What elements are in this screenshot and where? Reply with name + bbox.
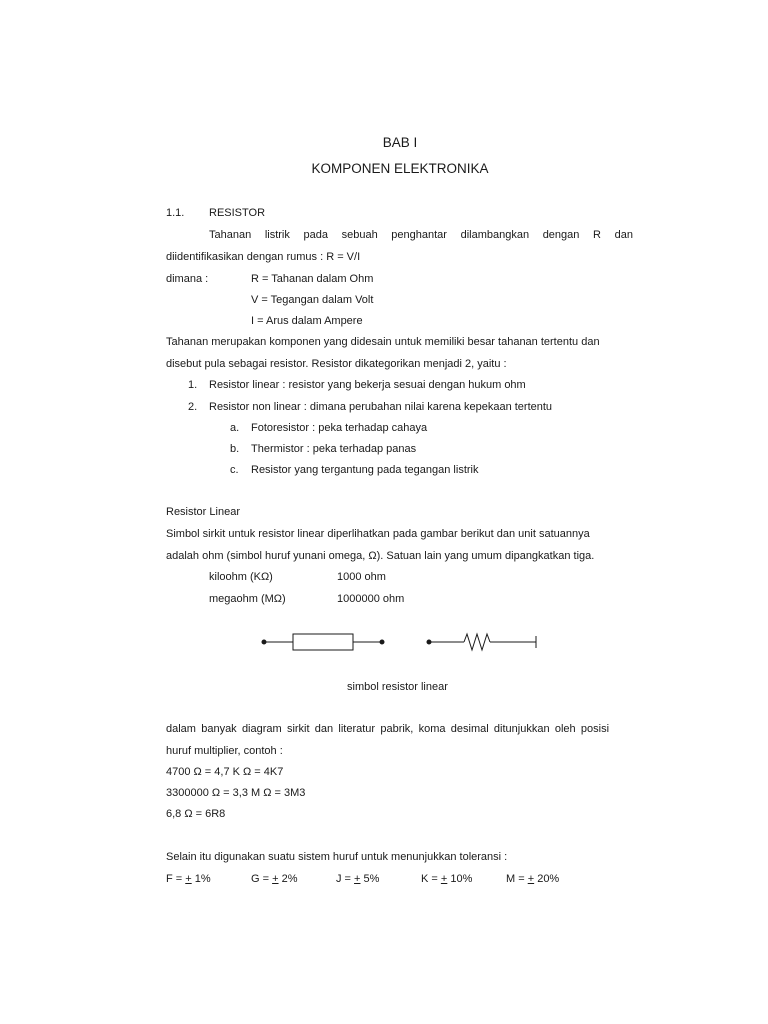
resistor-box-symbol (262, 634, 384, 650)
intro-word: listrik (264, 229, 290, 241)
section-title: RESISTOR (209, 207, 266, 219)
definition-item: I = Arus dalam Ampere (251, 315, 363, 327)
tolerance-value: 1% (191, 873, 211, 885)
sublist-letter: a. (230, 422, 240, 434)
paragraph-line: huruf multiplier, contoh : (166, 745, 283, 757)
paragraph-line: adalah ohm (simbol huruf yunani omega, Ω). Satuan lain yang umum dipangkatkan tiga. (166, 550, 595, 562)
example-line: 3300000 Ω = 3,3 M Ω = 3M3 (166, 787, 306, 799)
sublist-item: Thermistor : peka terhadap panas (251, 443, 417, 455)
intro-word: R (593, 229, 601, 241)
paragraph-line-justified (166, 723, 633, 735)
example-line: 6,8 Ω = 6R8 (166, 808, 226, 820)
sublist-item: Fotoresistor : peka terhadap cahaya (251, 422, 428, 434)
tolerance-item (166, 873, 211, 885)
formula-line: diidentifikasikan dengan rumus : R = V/I (166, 251, 361, 263)
intro-word: dengan (542, 229, 580, 241)
definition-item: R = Tahanan dalam Ohm (251, 273, 374, 285)
unit-name: megaohm (MΩ) (209, 593, 286, 605)
tolerance-item (506, 873, 559, 885)
tolerance-value: 10% (447, 873, 473, 885)
sublist-letter: b. (230, 443, 240, 455)
tolerance-value: 20% (534, 873, 560, 885)
sublist-item: Resistor yang tergantung pada tegangan listrik (251, 464, 479, 476)
tolerance-value: 2% (278, 873, 298, 885)
list-number: 1. (188, 379, 198, 391)
plus-minus: + (185, 873, 192, 885)
plus-minus: + (354, 873, 361, 885)
list-item: Resistor linear : resistor yang bekerja sesuai dengan hukum ohm (209, 379, 526, 391)
chapter-heading: BAB I (382, 135, 418, 150)
tolerance-item (251, 873, 298, 885)
unit-name: kiloohm (KΩ) (209, 571, 273, 583)
resistor-symbols-figure (255, 628, 545, 658)
intro-word: pada (303, 229, 328, 241)
tolerance-item (336, 873, 379, 885)
unit-value: 1000000 ohm (337, 593, 405, 605)
tolerance-letter: F = (166, 873, 186, 885)
intro-word: penghantar (391, 229, 447, 241)
paragraph-line: disebut pula sebagai resistor. Resistor dikategorikan menjadi 2, yaitu : (166, 358, 507, 370)
figure-caption: simbol resistor linear (347, 681, 448, 693)
intro-word: Tahanan (209, 229, 252, 241)
tolerance-item (421, 873, 472, 885)
tolerance-letter: M = (506, 873, 528, 885)
definition-item: V = Tegangan dalam Volt (251, 294, 374, 306)
subheading: Resistor Linear (166, 506, 240, 518)
paragraph-line: Tahanan merupakan komponen yang didesain untuk memiliki besar tahanan tertentu dan (166, 336, 600, 348)
plus-minus: + (527, 873, 535, 885)
tolerance-letter: G = (251, 873, 273, 885)
definitions-label: dimana : (166, 273, 209, 285)
intro-line (209, 229, 633, 241)
intro-word: dilambangkan (460, 229, 530, 241)
justified-text: dalam banyak diagram sirkit dan literatur pabrik, koma desimal ditunjukkan oleh posisi (166, 723, 610, 735)
intro-word: sebuah (341, 229, 378, 241)
example-line: 4700 Ω = 4,7 K Ω = 4K7 (166, 766, 284, 778)
sublist-letter: c. (230, 464, 239, 476)
intro-word: dan (614, 229, 633, 241)
tolerance-intro: Selain itu digunakan suatu sistem huruf untuk menunjukkan toleransi : (166, 851, 508, 863)
tolerance-value: 5% (360, 873, 380, 885)
paragraph-line: Simbol sirkit untuk resistor linear diperlihatkan pada gambar berikut dan unit satuannya (166, 528, 590, 540)
list-number: 2. (188, 401, 198, 413)
tolerance-letter: K = (421, 873, 441, 885)
tolerance-letter: J = (336, 873, 355, 885)
list-item: Resistor non linear : dimana perubahan nilai karena kepekaan tertentu (209, 401, 553, 413)
section-number: 1.1. (166, 207, 185, 219)
plus-minus: + (272, 873, 279, 885)
resistor-zigzag-symbol (427, 634, 536, 650)
unit-value: 1000 ohm (337, 571, 386, 583)
chapter-title: KOMPONEN ELEKTRONIKA (311, 161, 489, 176)
plus-minus: + (440, 873, 448, 885)
